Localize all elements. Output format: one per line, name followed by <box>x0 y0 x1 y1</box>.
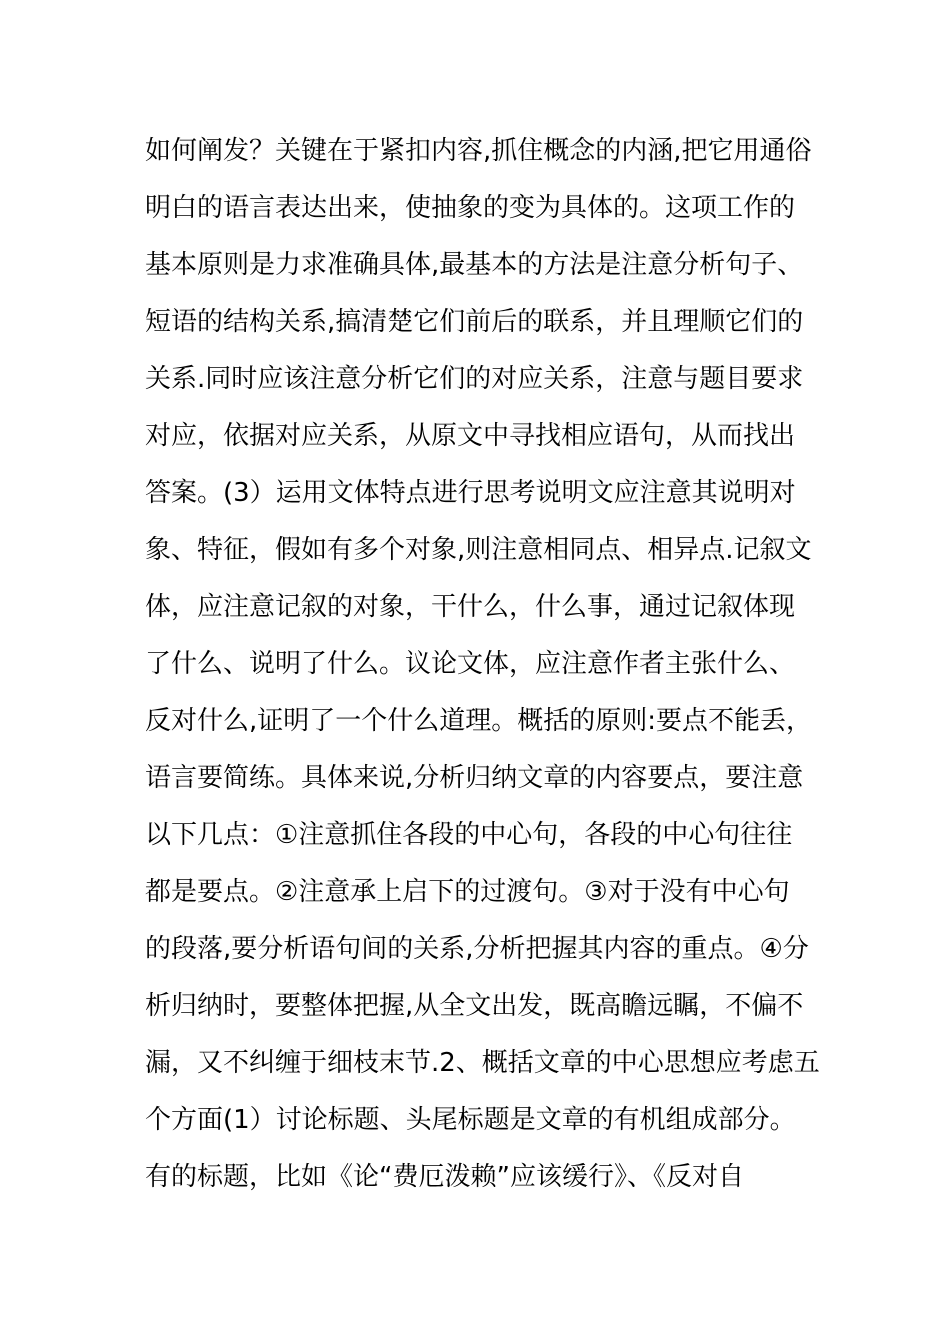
text-line-12: 语言要简练。具体来说,分析归纳文章的内容要点，要注意 <box>145 763 804 793</box>
text-line-2: 明白的语言表达出来，使抽象的变为具体的。这项工作的 <box>145 193 796 223</box>
text-line-16: 析归纳时，要整体把握,从全文出发，既高瞻远瞩，不偏不 <box>145 991 804 1021</box>
text-line-3: 基本原则是力求准确具体,最基本的方法是注意分析句子、 <box>145 250 804 280</box>
text-line-5: 关系.同时应该注意分析它们的对应关系，注意与题目要求 <box>145 364 804 394</box>
text-line-6: 对应，依据对应关系，从原文中寻找相应语句，从而找出 <box>145 421 796 451</box>
text-line-9: 体，应注意记叙的对象，干什么，什么事，通过记叙体现 <box>145 592 796 622</box>
text-line-13: 以下几点：①注意抓住各段的中心句，各段的中心句往往 <box>145 820 793 850</box>
text-line-19: 有的标题，比如《论“费厄泼赖”应该缓行》、《反对自 <box>145 1162 744 1192</box>
text-line-7: 答案。(3）运用文体特点进行思考说明文应注意其说明对 <box>145 478 796 508</box>
text-line-10: 了什么、说明了什么。议论文体，应注意作者主张什么、 <box>145 649 796 679</box>
text-line-14: 都是要点。②注意承上启下的过渡句。③对于没有中心句 <box>145 877 790 907</box>
text-line-4: 短语的结构关系,搞清楚它们前后的联系，并且理顺它们的 <box>145 307 804 337</box>
body-text <box>145 123 825 1206</box>
text-line-15: 的段落,要分析语句间的关系,分析把握其内容的重点。④分 <box>145 934 809 964</box>
text-line-1: 如何阐发？关键在于紧扣内容,抓住概念的内涵,把它用通俗 <box>145 136 812 166</box>
text-line-17: 漏，又不纠缠于细枝末节.2、概括文章的中心思想应考虑五 <box>145 1048 820 1078</box>
text-line-8: 象、特征，假如有多个对象,则注意相同点、相异点.记叙文 <box>145 535 812 565</box>
text-line-18: 个方面(1）讨论标题、头尾标题是文章的有机组成部分。 <box>145 1105 796 1135</box>
text-line-11: 反对什么,证明了一个什么道理。概括的原则:要点不能丢， <box>145 706 813 736</box>
